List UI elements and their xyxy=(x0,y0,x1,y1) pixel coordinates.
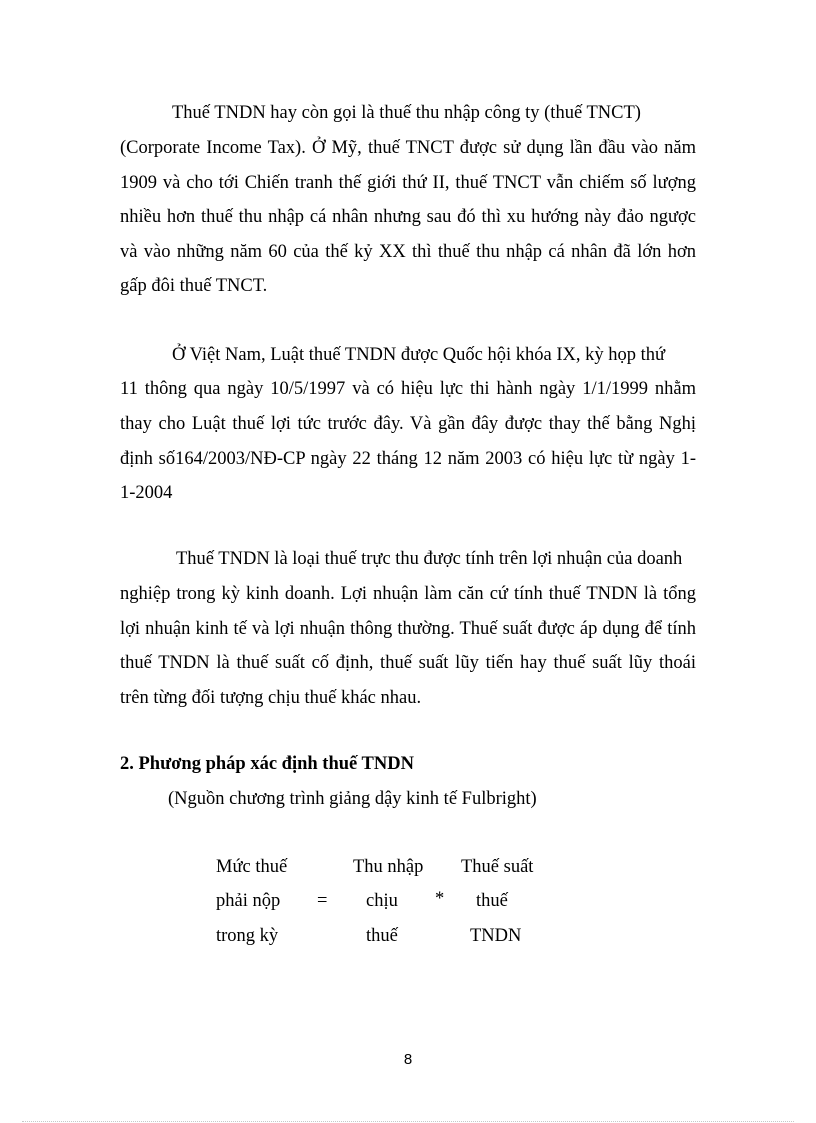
formula-col2-row3: thuế xyxy=(366,926,398,946)
formula-col3-row1: Thuế suất xyxy=(461,857,534,877)
page-number: 8 xyxy=(403,1051,413,1068)
formula-col1-row3: trong kỳ xyxy=(216,926,279,946)
paragraph-3-line-1: Thuế TNDN là loại thuế trực thu được tính trên lợi nhuận của doanh xyxy=(176,549,683,569)
paragraph-2-line-1: Ở Việt Nam, Luật thuế TNDN được Quốc hội khóa IX, kỳ họp thứ xyxy=(172,345,666,365)
paragraph-1-line-1: Thuế TNDN hay còn gọi là thuế thu nhập công ty (thuế TNCT) xyxy=(172,103,641,123)
section-source: (Nguồn chương trình giảng dậy kinh tế Fulbright) xyxy=(168,789,537,809)
paragraph-1-line-5: và vào những năm 60 của thế kỷ XX thì thuế thu nhập cá nhân đã lớn hơn xyxy=(120,242,696,262)
paragraph-2-line-4: định số164/2003/NĐ-CP ngày 22 tháng 12 năm 2003 có hiệu lực từ ngày 1- xyxy=(120,449,696,469)
paragraph-3-line-2: nghiệp trong kỳ kinh doanh. Lợi nhuận làm căn cứ tính thuế TNDN là tổng xyxy=(120,584,696,604)
paragraph-1-line-2: (Corporate Income Tax). Ở Mỹ, thuế TNCT được sử dụng lần đầu vào năm xyxy=(120,138,696,158)
formula-equals-sign: = xyxy=(317,891,328,911)
paragraph-3-line-3: lợi nhuận kinh tế và lợi nhuận thông thường. Thuế suất được áp dụng để tính xyxy=(120,619,696,639)
formula-col2-row1: Thu nhập xyxy=(353,857,424,877)
formula-col1-row1: Mức thuế xyxy=(216,857,288,877)
paragraph-3-line-4: thuế TNDN là thuế suất cố định, thuế suất lũy tiến hay thuế suất lũy thoái xyxy=(120,653,696,673)
paragraph-2-line-3: thay cho Luật thuế lợi tức trước đây. Và gần đây được thay thế bằng Nghị xyxy=(120,414,696,434)
section-heading: 2. Phương pháp xác định thuế TNDN xyxy=(120,754,414,774)
paragraph-2-line-5: 1-2004 xyxy=(120,483,173,503)
formula-col1-row2: phải nộp xyxy=(216,891,281,911)
formula-multiply-sign: * xyxy=(435,889,445,909)
paragraph-2-line-2: 11 thông qua ngày 10/5/1997 và có hiệu lực thi hành ngày 1/1/1999 nhằm xyxy=(120,379,696,399)
page-bottom-divider xyxy=(22,1121,794,1122)
paragraph-1-line-6: gấp đôi thuế TNCT. xyxy=(120,276,268,296)
formula-col2-row2: chịu xyxy=(366,891,398,911)
formula-col3-row2: thuế xyxy=(476,891,508,911)
formula-col3-row3: TNDN xyxy=(470,926,522,946)
paragraph-1-line-3: 1909 và cho tới Chiến tranh thế giới thứ II, thuế TNCT vẫn chiếm số lượng xyxy=(120,173,696,193)
paragraph-3-line-5: trên từng đối tượng chịu thuế khác nhau. xyxy=(120,688,422,708)
paragraph-1-line-4: nhiều hơn thuế thu nhập cá nhân nhưng sau đó thì xu hướng này đảo ngược xyxy=(120,207,696,227)
